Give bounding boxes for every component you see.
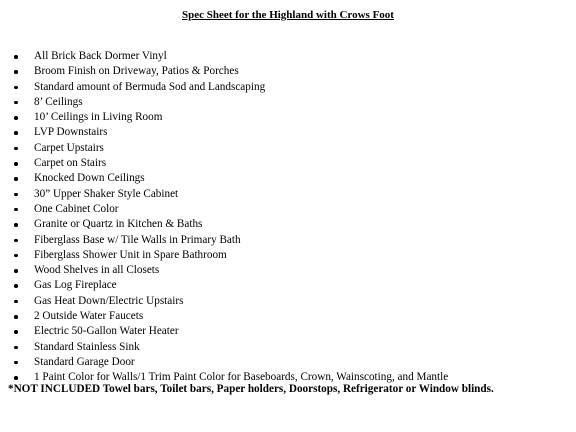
- list-item: [14, 324, 448, 339]
- list-item-text: Fiberglass Base w/ Tile Walls in Primary Bath: [34, 233, 241, 246]
- list-item-text: Granite or Quartz in Kitchen & Baths: [34, 218, 203, 231]
- list-item: [14, 64, 448, 79]
- list-item: [14, 278, 448, 293]
- list-item-text: 1 Paint Color for Walls/1 Trim Paint Color for Baseboards, Crown, Wainscoting, and Mantle: [34, 371, 449, 384]
- list-item: [14, 263, 448, 278]
- bullet-icon: [14, 254, 18, 258]
- list-item-text: 30” Upper Shaker Style Cabinet: [34, 187, 179, 200]
- bullet-icon: [14, 147, 18, 151]
- list-item-text: All Brick Back Dormer Vinyl: [34, 50, 167, 62]
- list-item: [14, 187, 448, 202]
- list-item-text: Fiberglass Shower Unit in Spare Bathroom: [34, 248, 227, 261]
- list-item-text: Standard amount of Bermuda Sod and Landscaping: [34, 80, 266, 93]
- list-item: [14, 171, 448, 186]
- list-item-text: One Cabinet Color: [34, 202, 119, 215]
- list-item-text: Carpet Upstairs: [34, 141, 104, 154]
- document-title: Spec Sheet for the Highland with Crows Foot: [182, 9, 394, 21]
- bullet-icon: [14, 269, 18, 273]
- list-item: [14, 233, 448, 248]
- list-item: [14, 156, 448, 171]
- bullet-icon: [14, 300, 18, 304]
- bullet-icon: [14, 361, 18, 365]
- bullet-icon: [14, 86, 18, 90]
- list-item-text: Knocked Down Ceilings: [34, 172, 145, 185]
- list-item: [14, 355, 448, 370]
- list-item: [14, 309, 448, 324]
- list-item-text: LVP Downstairs: [34, 126, 108, 139]
- not-included-note: *NOT INCLUDED Towel bars, Toilet bars, Paper holders, Doorstops, Refrigerator or Window blinds.: [8, 383, 494, 395]
- list-item: [14, 49, 448, 64]
- bullet-icon: [14, 177, 18, 181]
- list-item-text: Electric 50-Gallon Water Heater: [34, 325, 179, 338]
- list-item: [14, 141, 448, 156]
- list-item: [14, 202, 448, 217]
- bullet-icon: [14, 284, 18, 288]
- list-item-text: Gas Heat Down/Electric Upstairs: [34, 294, 184, 307]
- bullet-icon: [14, 193, 18, 197]
- bullet-icon: [14, 55, 18, 59]
- bullet-icon: [14, 162, 18, 166]
- bullet-icon: [14, 70, 18, 74]
- bullet-icon: [14, 116, 18, 120]
- list-item-text: 8’ Ceilings: [34, 95, 83, 108]
- list-item: [14, 294, 448, 309]
- list-item-text: 2 Outside Water Faucets: [34, 310, 144, 323]
- list-item-text: Carpet on Stairs: [34, 157, 107, 170]
- bullet-icon: [14, 346, 18, 350]
- bullet-icon: [14, 330, 18, 334]
- list-item-text: Wood Shelves in all Closets: [34, 264, 160, 277]
- bullet-icon: [14, 208, 18, 212]
- bullet-icon: [14, 315, 18, 319]
- list-item: [14, 110, 448, 125]
- bullet-icon: [14, 101, 18, 105]
- list-item-text: Gas Log Fireplace: [34, 279, 117, 292]
- list-item-text: Standard Stainless Sink: [34, 340, 140, 353]
- list-item-text: 10’ Ceilings in Living Room: [34, 111, 163, 124]
- spec-list: [14, 49, 448, 386]
- list-item: [14, 125, 448, 140]
- list-item: [14, 80, 448, 95]
- list-item: [14, 248, 448, 263]
- list-item-text: Standard Garage Door: [34, 355, 135, 368]
- list-item: [14, 217, 448, 232]
- list-item: [14, 340, 448, 355]
- list-item: [14, 95, 448, 110]
- bullet-icon: [14, 376, 18, 380]
- bullet-icon: [14, 223, 18, 227]
- bullet-icon: [14, 239, 18, 243]
- bullet-icon: [14, 131, 18, 135]
- list-item-text: Broom Finish on Driveway, Patios & Porches: [34, 65, 239, 78]
